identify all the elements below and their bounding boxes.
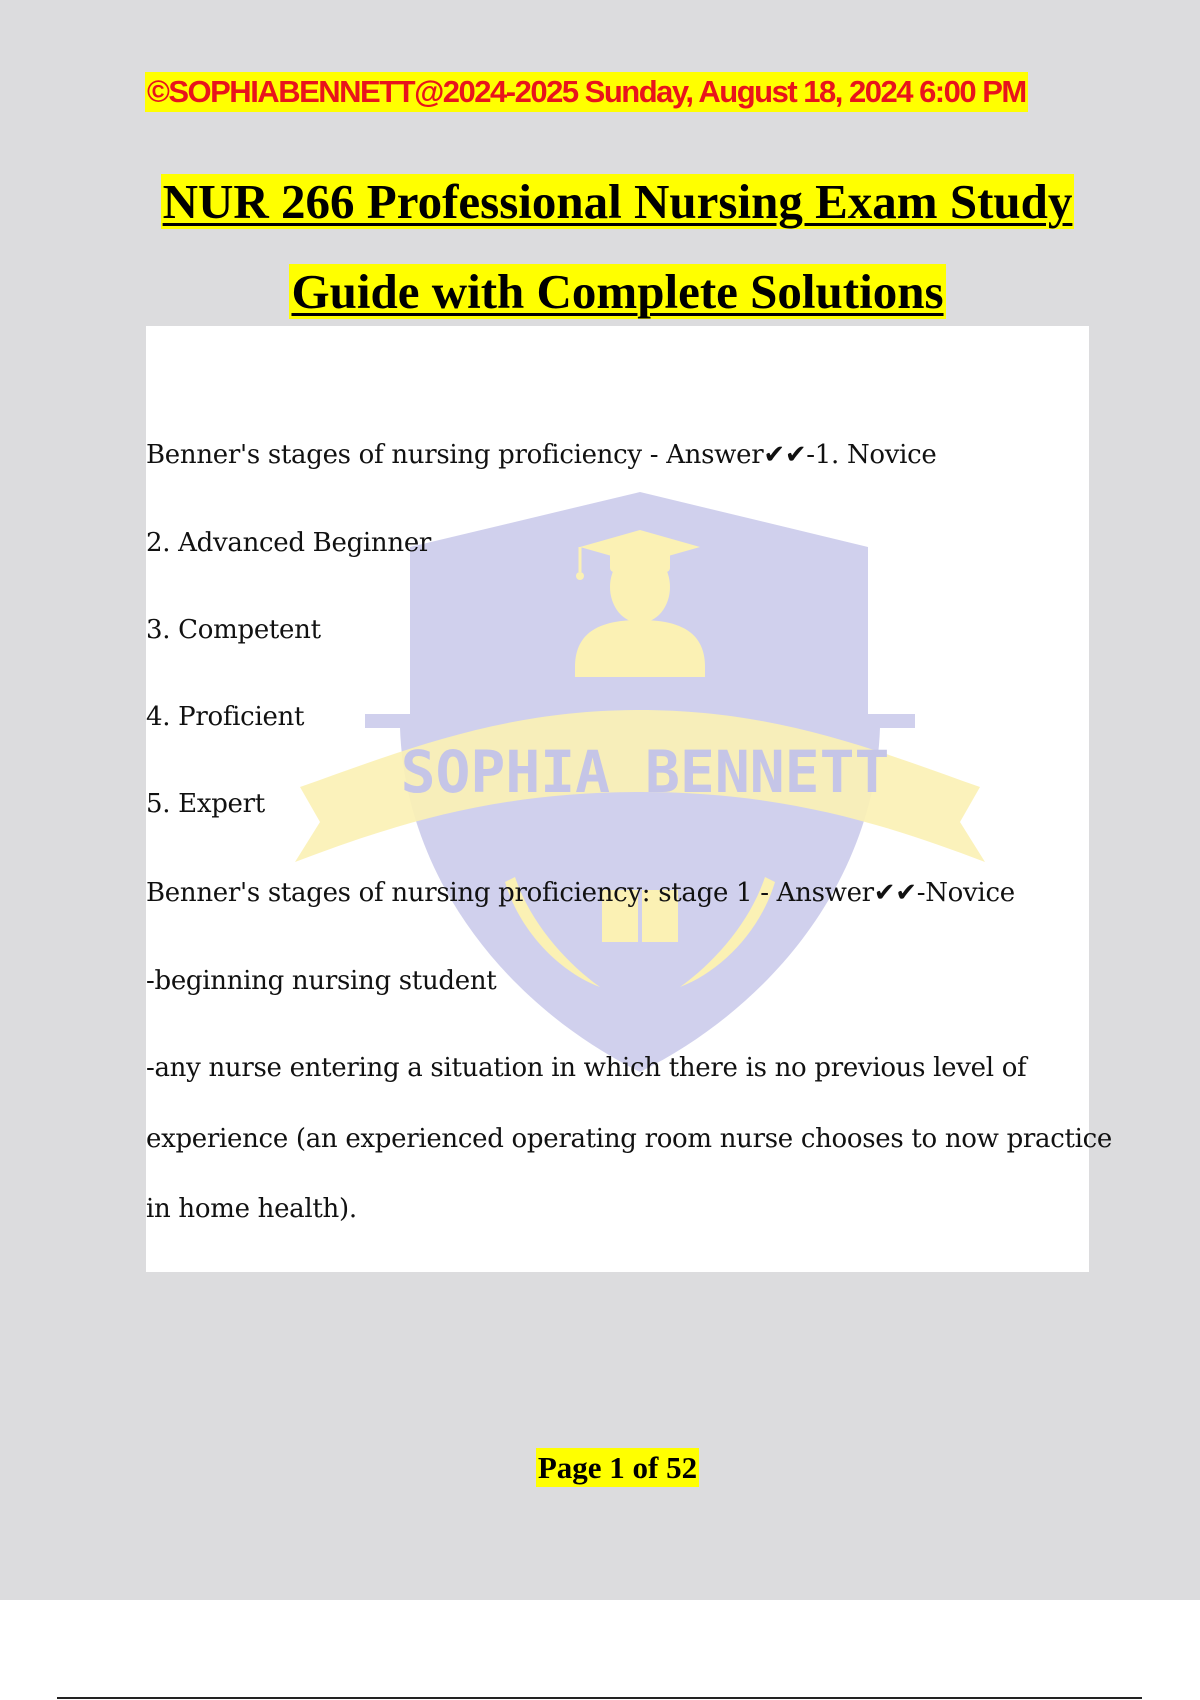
answer-line: -beginning nursing student [146, 966, 497, 996]
sophia-bennett-logo-watermark [280, 492, 1010, 1112]
answer-line: Benner's stages of nursing proficiency - Answer✔✔-1. Novice [146, 440, 937, 470]
answer-line: 3. Competent [146, 615, 321, 645]
answer-line: in home health). [146, 1194, 357, 1224]
answer-line: 5. Expert [146, 789, 265, 819]
answer-line: experience (an experienced operating room nurse chooses to now practice [146, 1124, 1113, 1154]
answer-line: 2. Advanced Beginner [146, 528, 432, 558]
copyright-header: ©SOPHIABENNETT@2024-2025 Sunday, August 18, 2024 6:00 PM [145, 72, 1028, 112]
bottom-divider [57, 1697, 1142, 1699]
answer-line: -any nurse entering a situation in which there is no previous level of [146, 1053, 1027, 1083]
document-title-line-1: NUR 266 Professional Nursing Exam Study [162, 174, 1073, 229]
answer-line: Benner's stages of nursing proficiency: stage 1 - Answer✔✔-Novice [146, 878, 1015, 908]
watermark-text: SOPHIA BENNETT [400, 738, 890, 806]
document-title-line-2: Guide with Complete Solutions [291, 264, 944, 319]
answer-line: 4. Proficient [146, 702, 305, 732]
page-number: Page 1 of 52 [537, 1450, 698, 1485]
